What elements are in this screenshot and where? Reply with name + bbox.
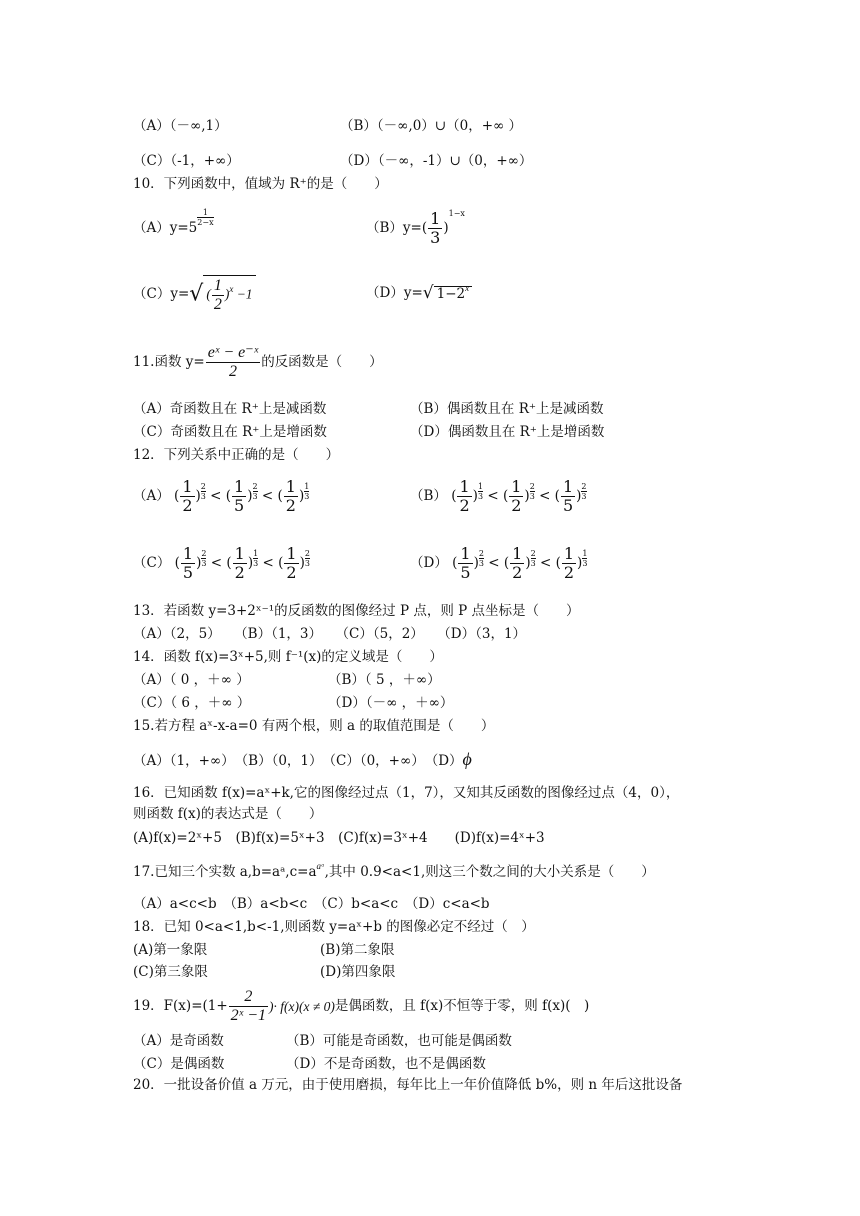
q9-option-a: （A）（－∞,1） bbox=[133, 118, 228, 134]
q13-options: （A）（2，5） （B）（1，3） （C）（5，2） （D）（3，1） bbox=[133, 626, 527, 642]
q10-option-b: （B）y=( $\frac{1}{3}$ )$^{1-x}$ bbox=[366, 209, 465, 247]
q14-option-a: （A）（ 0 ，＋∞ ） bbox=[133, 672, 250, 688]
q14-stem: 14．函数 f(x)=3ˣ+5,则 f⁻¹(x)的定义域是（ ） bbox=[133, 649, 443, 665]
q11-option-c: （C）奇函数且在 R⁺上是增函数 bbox=[133, 424, 327, 440]
q19-option-a: （A）是奇函数 bbox=[133, 1033, 224, 1049]
q13-stem: 13．若函数 y=3+2ˣ⁻¹的反函数的图像经过 P 点，则 P 点坐标是（ ） bbox=[133, 603, 580, 619]
q10-option-d: （D）y=√ $1-2^x$ bbox=[366, 285, 472, 302]
q18-stem: 18．已知 0<a<1,b<-1,则函数 y=aˣ+b 的图像必定不经过（ ） bbox=[133, 919, 535, 935]
q19-option-d: （D）不是奇函数，也不是偶函数 bbox=[286, 1056, 486, 1072]
q12-option-a: （A） ( $\frac{1}{2}$ ) 2 3 < ( $\frac{1}{5}$ ) 2 3 < ( $\frac{1}{2}$ ) 1 3 bbox=[133, 477, 310, 515]
q15-stem: 15.若方程 aˣ-x-a=0 有两个根，则 a 的取值范围是（ ） bbox=[133, 718, 495, 734]
q19-option-c: （C）是偶函数 bbox=[133, 1056, 225, 1072]
q10-option-a: （A）y=5 $\frac{1}{2-x}$ bbox=[133, 208, 214, 236]
q11-option-a: （A）奇函数且在 R⁺上是减函数 bbox=[133, 401, 327, 417]
q10-option-c: （C）y=√ ( $\frac{1}{2}$ )$^x$ −1 bbox=[133, 275, 256, 314]
q11-stem: 11.函数 y= $\frac{\text{eˣ − e⁻ˣ}}{2}$ 的反函数是（ ） bbox=[133, 344, 383, 380]
q19-stem: 19．F(x)=(1+ $\frac{2}{\text{2ˣ −1}}$ )· f(x)(x ≠ 0)是偶函数，且 f(x)不恒等于零，则 f(x)( ) bbox=[133, 988, 590, 1024]
q20-stem: 20．一批设备价值 a 万元，由于使用磨损，每年比上一年价值降低 b%，则 n 年后这批设备 bbox=[133, 1077, 683, 1093]
q12-option-d: （D） ( $\frac{1}{5}$ ) 2 3 < ( $\frac{1}{2}$ ) 2 3 < ( $\frac{1}{2}$ ) 1 3 bbox=[410, 544, 588, 582]
q15-options: （A）（1，+∞） （B）（0，1） （C）（0，+∞） （D）ϕ bbox=[133, 749, 472, 769]
q12-option-c: （C） ( $\frac{1}{5}$ ) 2 3 < ( $\frac{1}{2}$ ) 1 3 < ( $\frac{1}{2}$ ) 2 3 bbox=[133, 544, 310, 582]
q19-option-b: （B）可能是奇函数，也可能是偶函数 bbox=[286, 1033, 512, 1049]
q10-stem: 10．下列函数中，值域为 R⁺的是（ ） bbox=[133, 176, 388, 192]
q16-options: (A)f(x)=2ˣ+5 (B)f(x)=5ˣ+3 (C)f(x)=3ˣ+4 (D)f(x)=4ˣ+3 bbox=[133, 830, 545, 846]
q18-option-a: (A)第一象限 bbox=[133, 942, 208, 958]
q14-option-c: （C）（ 6 ，＋∞ ） bbox=[133, 695, 251, 711]
q18-option-b: (B)第二象限 bbox=[320, 942, 395, 958]
q16-stem-line1: 16．已知函数 f(x)=aˣ+k,它的图像经过点（1，7），又知其反函数的图像经过点（4，0）， bbox=[133, 785, 680, 801]
q12-stem: 12．下列关系中正确的是（ ） bbox=[133, 447, 340, 463]
q9-option-b: （B）（－∞,0）∪（0，+∞ ） bbox=[340, 118, 523, 134]
q12-option-b: （B） ( $\frac{1}{2}$ ) 1 3 < ( $\frac{1}{2}$ ) 2 3 < ( $\frac{1}{5}$ ) 2 3 bbox=[410, 477, 587, 515]
q18-option-c: (C)第三象限 bbox=[133, 964, 208, 980]
q16-stem-line2: 则函数 f(x)的表达式是（ ） bbox=[133, 806, 323, 822]
q9-option-c: （C）（-1，+∞） bbox=[133, 153, 240, 169]
q11-option-b: （B）偶函数且在 R⁺上是减函数 bbox=[410, 401, 604, 417]
q18-option-d: (D)第四象限 bbox=[320, 964, 396, 980]
q17-options: （A）a<c<b （B）a<b<c （C）b<a<c （D）c<a<b bbox=[133, 896, 490, 912]
q11-option-d: （D）偶函数且在 R⁺上是增函数 bbox=[410, 424, 605, 440]
q14-option-d: （D）（－∞ ，＋∞） bbox=[328, 695, 454, 711]
q17-stem: 17.已知三个实数 $a,b=aᵃ,c=a^{aᵃ}$,其中 0.9<a<1,则这三个数之间的大小关系是（ ） bbox=[133, 861, 655, 880]
q14-option-b: （B）（ 5 ，＋∞） bbox=[328, 672, 441, 688]
q9-option-d: （D）（－∞，-1）∪（0，+∞） bbox=[340, 153, 533, 169]
